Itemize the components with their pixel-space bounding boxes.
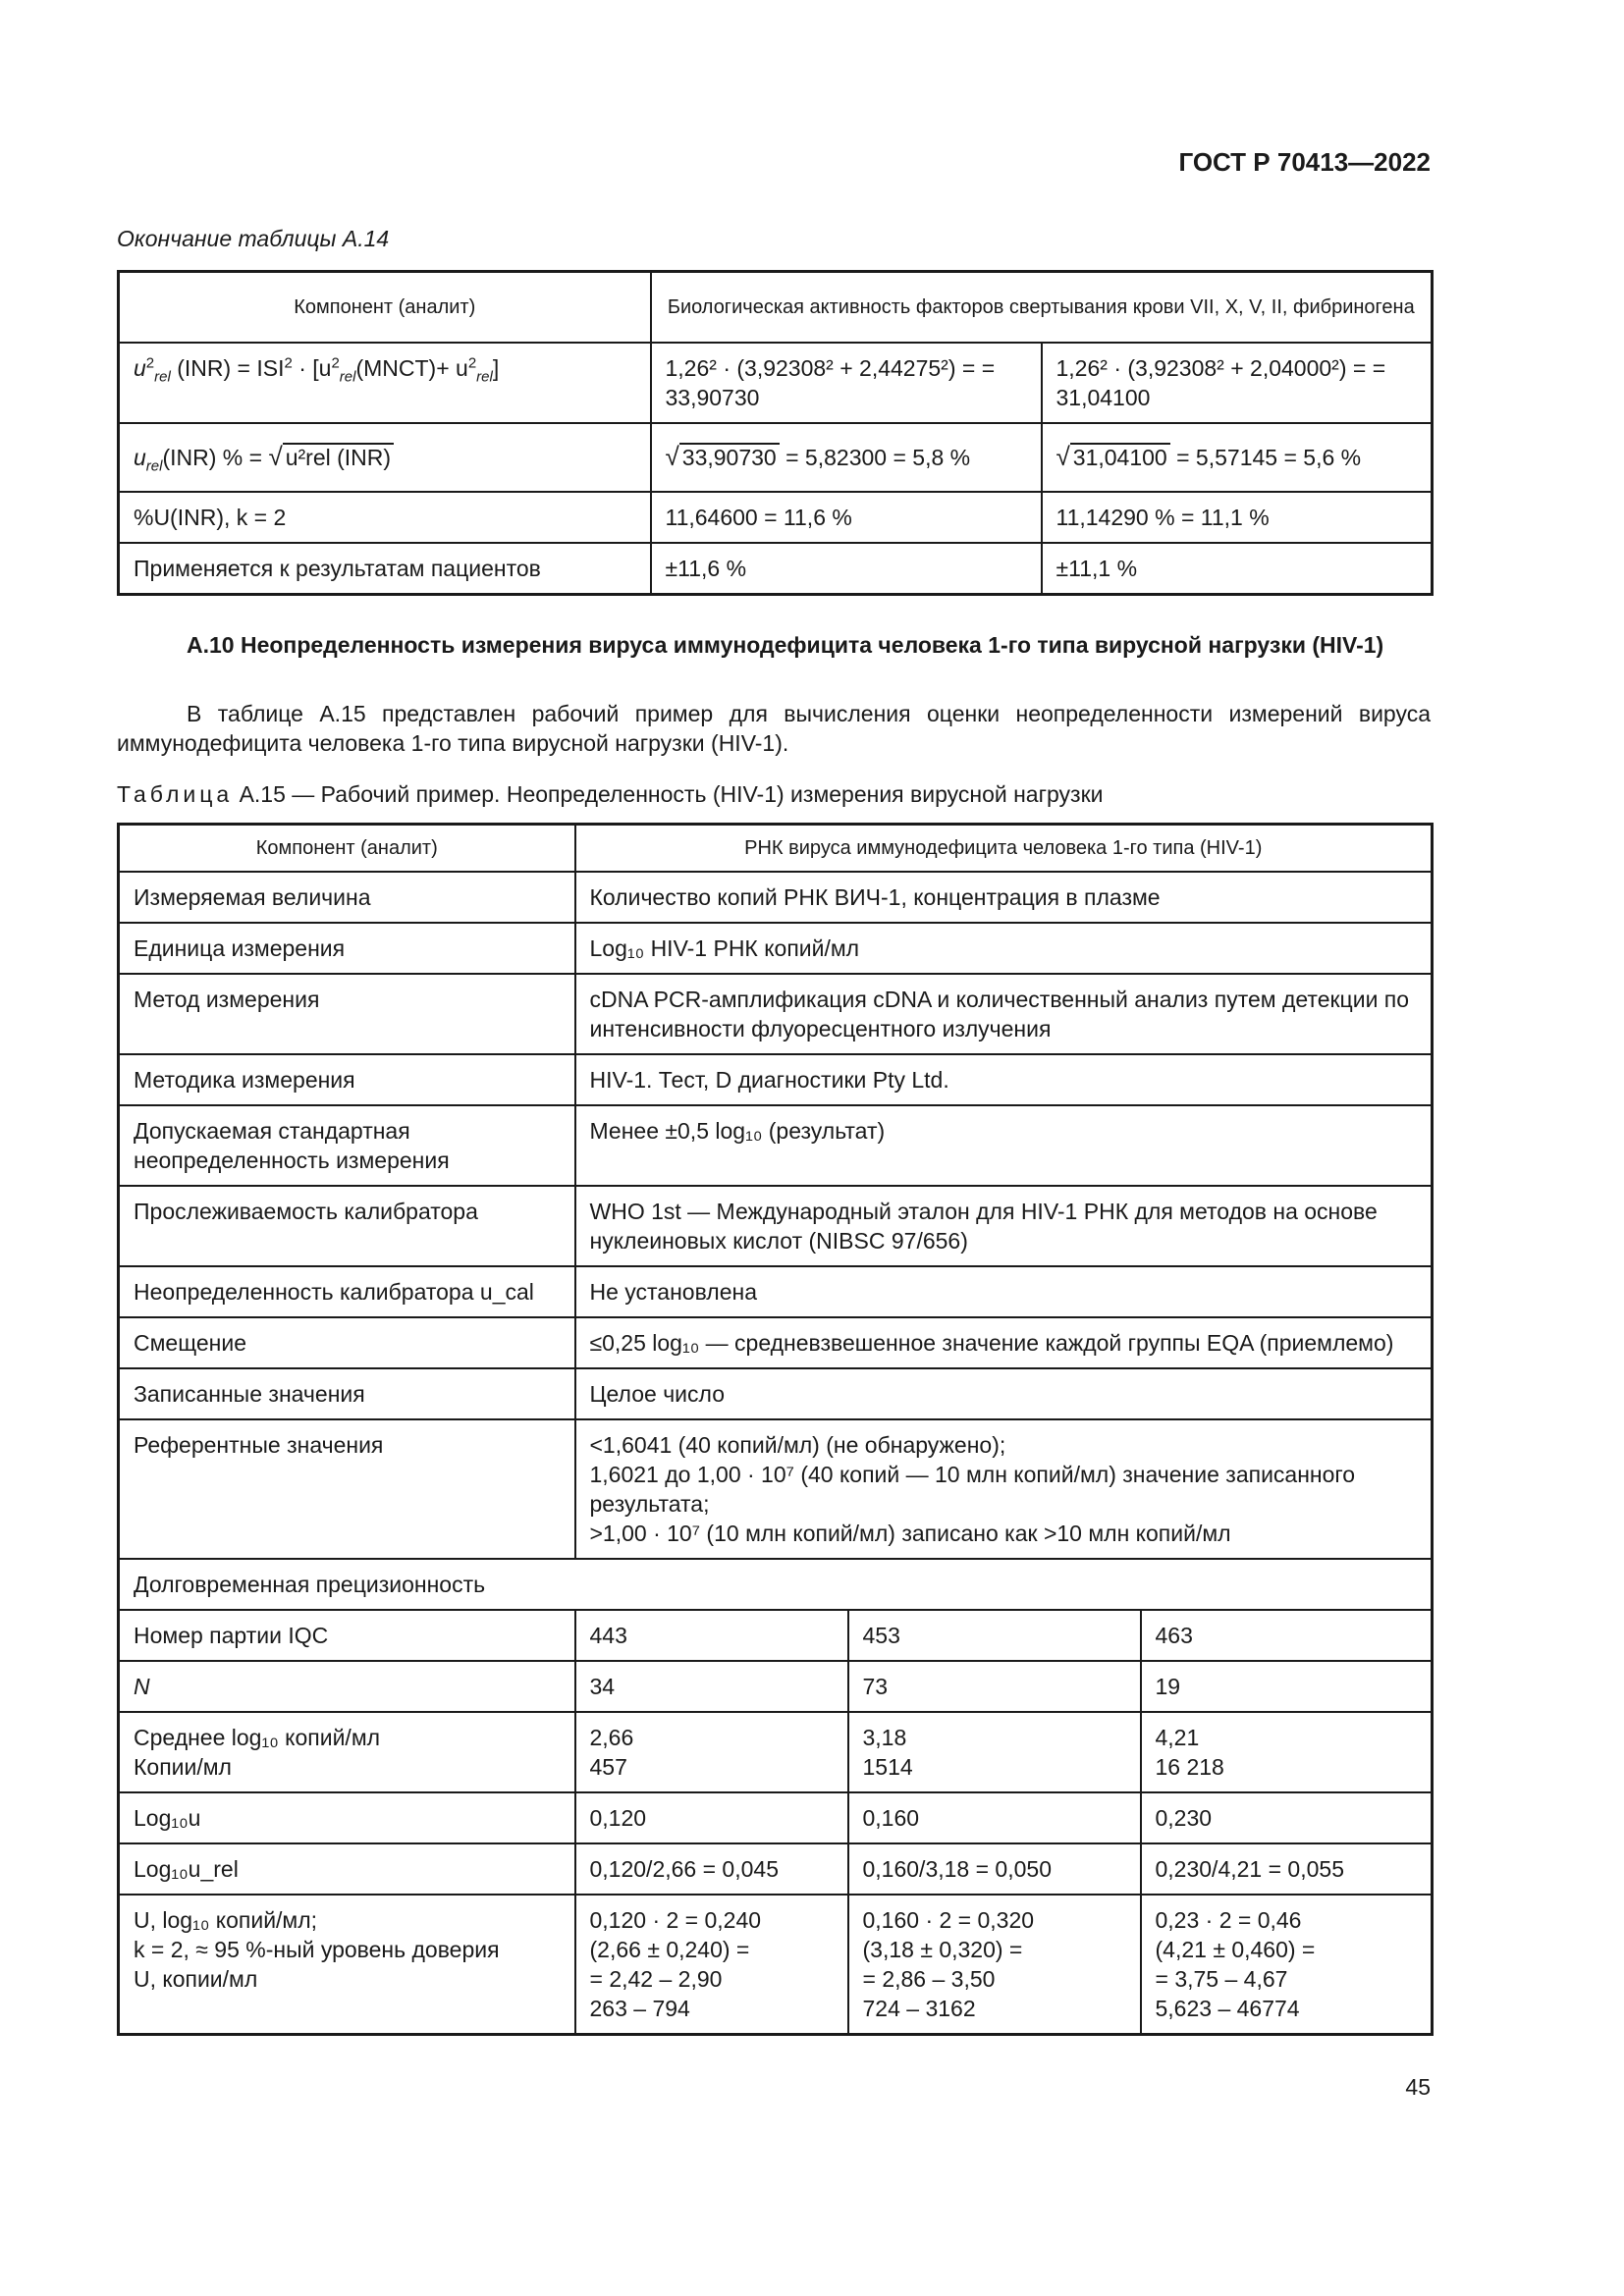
value-cell: 0,160/3,18 = 0,050 <box>848 1843 1141 1895</box>
table-row <box>119 543 1433 595</box>
label-cell: Допускаемая стандартная неопределенность измерения <box>119 1105 575 1186</box>
precision-header-cell: Долговременная прецизионность <box>119 1559 1433 1610</box>
label-cell: Метод измерения <box>119 974 575 1054</box>
label-cell: %U(INR), k = 2 <box>119 492 651 543</box>
table-a14-caption: Окончание таблицы А.14 <box>117 226 390 251</box>
label-cell: Log₁₀u <box>119 1792 575 1843</box>
value-cell: cDNA PCR-амплификация cDNA и количественный анализ путем детекции по интенсивности флуоресцентного излучения <box>575 974 1433 1054</box>
label-cell: N <box>119 1661 575 1712</box>
table-row <box>119 1559 1433 1610</box>
table-row <box>119 423 1433 492</box>
value-cell: 73 <box>848 1661 1141 1712</box>
label-cell: Прослеживаемость калибратора <box>119 1186 575 1266</box>
table-row <box>119 923 1433 974</box>
value-cell: Не установлена <box>575 1266 1433 1317</box>
value-cell: 463 <box>1141 1610 1433 1661</box>
table-a14 <box>117 270 1434 596</box>
table-body <box>119 872 1433 2035</box>
value-cell: 0,160 <box>848 1792 1141 1843</box>
value-cell: 0,23 · 2 = 0,46 (4,21 ± 0,460) = = 3,75 – 4,67 5,623 – 46774 <box>1141 1895 1433 2035</box>
value-cell: 2,66 457 <box>575 1712 848 1792</box>
table-row <box>119 974 1433 1054</box>
value-cell: 4,21 16 218 <box>1141 1712 1433 1792</box>
value-cell: 1,26² · (3,92308² + 2,44275²) = = 33,90730 <box>651 343 1042 423</box>
label-cell: Единица измерения <box>119 923 575 974</box>
col-header-activity: Биологическая активность факторов свертывания крови VII, X, V, II, фибриногена <box>651 272 1433 343</box>
sqrt-symbol: √ u²rel (INR) <box>268 442 394 472</box>
table-row <box>119 1317 1433 1368</box>
label-cell: Методика измерения <box>119 1054 575 1105</box>
section-paragraph: В таблице А.15 представлен рабочий пример для вычисления оценки неопределенности измерений вируса иммунодефицита человека 1-го типа вирусной нагрузки (HIV-1). <box>117 701 1431 756</box>
formula-cell: $u^2_{rel}$ $(INR) = ISI^2$ · $[u^2_{rel}(MNCT)+ u^2_{rel}]$ <box>119 343 651 423</box>
table-row <box>119 1266 1433 1317</box>
col-header-rna: РНК вируса иммунодефицита человека 1-го типа (HIV-1) <box>575 825 1433 873</box>
value-cell: 0,120/2,66 = 0,045 <box>575 1843 848 1895</box>
value-cell: 453 <box>848 1610 1141 1661</box>
label-cell: Log₁₀u_rel <box>119 1843 575 1895</box>
value-cell: 19 <box>1141 1661 1433 1712</box>
value-cell: ≤0,25 log₁₀ — средневзвешенное значение каждой группы EQA (приемлемо) <box>575 1317 1433 1368</box>
table-row <box>119 1105 1433 1186</box>
label-cell: Референтные значения <box>119 1419 575 1559</box>
value-cell: 0,230 <box>1141 1792 1433 1843</box>
label-cell: Измеряемая величина <box>119 872 575 923</box>
value-cell: √ 33,90730 = 5,82300 = 5,8 % <box>651 423 1042 492</box>
section-title: А.10 Неопределенность измерения вируса иммунодефицита человека 1-го типа вирусной нагрузки (HIV-1) <box>187 632 1384 658</box>
label-cell: Записанные значения <box>119 1368 575 1419</box>
table-row <box>119 1368 1433 1419</box>
value-cell: Количество копий РНК ВИЧ-1, концентрация в плазме <box>575 872 1433 923</box>
value-cell: 11,64600 = 11,6 % <box>651 492 1042 543</box>
value-cell: 1,26² · (3,92308² + 2,04000²) = = 31,04100 <box>1042 343 1433 423</box>
col-header-component: Компонент (аналит) <box>119 272 651 343</box>
document-id-header: ГОСТ Р 70413—2022 <box>1178 147 1431 177</box>
value-cell: 0,120 · 2 = 0,240 (2,66 ± 0,240) = = 2,42 – 2,90 263 – 794 <box>575 1895 848 2035</box>
table-row <box>119 1186 1433 1266</box>
table-row <box>119 1054 1433 1105</box>
label-cell: Смещение <box>119 1317 575 1368</box>
table-a15-caption: Таблица А.15 — Рабочий пример. Неопределенность (HIV-1) измерения вирусной нагрузки <box>117 781 1104 807</box>
table-row <box>119 1843 1433 1895</box>
value-cell: ±11,6 % <box>651 543 1042 595</box>
table-row <box>119 1712 1433 1792</box>
value-cell: 0,160 · 2 = 0,320 (3,18 ± 0,320) = = 2,86 – 3,50 724 – 3162 <box>848 1895 1141 2035</box>
value-cell: ±11,1 % <box>1042 543 1433 595</box>
value-cell: Целое число <box>575 1368 1433 1419</box>
value-cell: 443 <box>575 1610 848 1661</box>
table-header-row <box>119 272 1433 343</box>
label-cell: Среднее log₁₀ копий/мл Копии/мл <box>119 1712 575 1792</box>
table-row <box>119 872 1433 923</box>
table-row <box>119 1661 1433 1712</box>
value-cell: √ 31,04100 = 5,57145 = 5,6 % <box>1042 423 1433 492</box>
table-row <box>119 1895 1433 2035</box>
page-number: 45 <box>1405 2074 1431 2100</box>
value-cell: 11,14290 % = 11,1 % <box>1042 492 1433 543</box>
value-cell: 34 <box>575 1661 848 1712</box>
value-cell: WHO 1st — Международный эталон для HIV-1 РНК для методов на основе нуклеиновых кислот (NIBSC 97/656) <box>575 1186 1433 1266</box>
col-header-component: Компонент (аналит) <box>119 825 575 873</box>
table-row <box>119 1419 1433 1559</box>
label-cell: U, log₁₀ копий/мл; k = 2, ≈ 95 %-ный уровень доверия U, копии/мл <box>119 1895 575 2035</box>
table-header-row <box>119 825 1433 873</box>
value-cell: Log₁₀ HIV-1 РНК копий/мл <box>575 923 1433 974</box>
value-cell: 0,120 <box>575 1792 848 1843</box>
value-cell: Менее ±0,5 log₁₀ (результат) <box>575 1105 1433 1186</box>
table-row <box>119 343 1433 423</box>
value-cell: HIV-1. Тест, D диагностики Pty Ltd. <box>575 1054 1433 1105</box>
table-row <box>119 1610 1433 1661</box>
label-cell: Номер партии IQC <box>119 1610 575 1661</box>
table-row <box>119 1792 1433 1843</box>
table-row <box>119 492 1433 543</box>
formula-cell: $u_{rel}(INR)$ % = √ u²rel (INR) <box>119 423 651 492</box>
label-cell: Неопределенность калибратора u_cal <box>119 1266 575 1317</box>
value-cell: 3,18 1514 <box>848 1712 1141 1792</box>
label-cell: Применяется к результатам пациентов <box>119 543 651 595</box>
table-a15 <box>117 823 1434 2036</box>
value-cell: 0,230/4,21 = 0,055 <box>1141 1843 1433 1895</box>
value-cell: <1,6041 (40 копий/мл) (не обнаружено); 1,6021 до 1,00 · 10⁷ (40 копий — 10 млн копий/мл) значение записанного результата; >1,00 · 10⁷ (10 млн копий/мл) записано как >10 млн копий/мл <box>575 1419 1433 1559</box>
